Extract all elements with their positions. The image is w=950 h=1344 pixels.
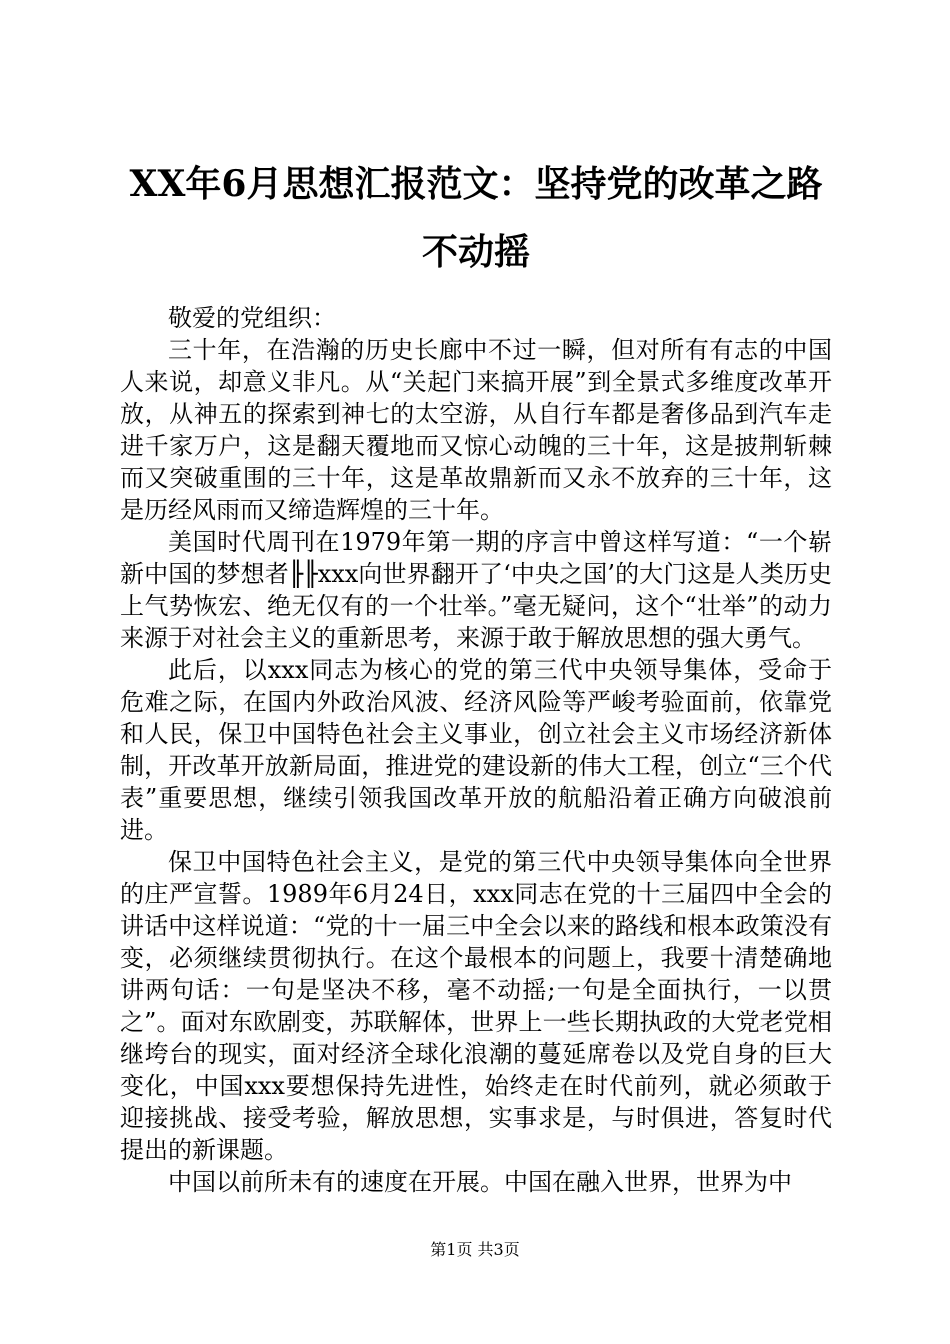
paragraph-3: 此后，以xxx同志为核心的党的第三代中央领导集体，受命于危难之际，在国内外政治风波、经济风险等严峻考验面前，依靠党和人民，保卫中国特色社会主义事业，创立社会主义市场经济新体制，开改革开放新局面，推进党的建设新的伟大工程，创立“三个代表”重要思想，继续引领我国改革开放的航船沿着正确方向破浪前进。 [120,656,832,844]
document-title: XX年6月思想汇报范文：坚持党的改革之路不动摇 [129,163,823,273]
paragraph-4: 保卫中国特色社会主义，是党的第三代中央领导集体向全世界的庄严宣誓。1989年6月24日，xxx同志在党的十三届四中全会的讲话中这样说道：“党的十一届三中全会以来的路线和根本政策没有变，必须继续贯彻执行。在这个最根本的问题上，我要十清楚确地讲两句话：一句是坚决不移，毫不动摇;一句是全面执行，一以贯之”。面对东欧剧变，苏联解体，世界上一些长期执政的大党老党相继垮台的现实，面对经济全球化浪潮的蔓延席卷以及党自身的巨大变化，中国xxx要想保持先进性，始终走在时代前列，就必须敢于迎接挑战、接受考验，解放思想，实事求是，与时俱进，答复时代提出的新课题。 [120,848,832,1164]
salutation: 敬爱的党组织： [168,304,336,332]
paragraph-1: 三十年，在浩瀚的历史长廊中不过一瞬，但对所有有志的中国人来说，却意义非凡。从“关起门来搞开展”到全景式多维度改革开放，从神五的探索到神七的太空游，从自行车都是奢侈品到汽车走进千家万户，这是翻天覆地而又惊心动魄的三十年，这是披荆斩棘而又突破重围的三十年，这是革故鼎新而又永不放弃的三十年，这是历经风雨而又缔造辉煌的三十年。 [120,336,832,524]
page-footer: 第1页 共3页 [430,1240,520,1259]
paragraph-2: 美国时代周刊在1979年第一期的序言中曾这样写道：“一个崭新中国的梦想者╟╟xxx向世界翻开了‘中央之国’的大门这是人类历史上气势恢宏、绝无仅有的一个壮举。”毫无疑问，这个“壮举”的动力来源于对社会主义的重新思考，来源于敢于解放思想的强大勇气。 [120,528,832,652]
document-body [120,302,832,1198]
paragraph-5: 中国以前所未有的速度在开展。中国在融入世界，世界为中 [168,1168,792,1196]
